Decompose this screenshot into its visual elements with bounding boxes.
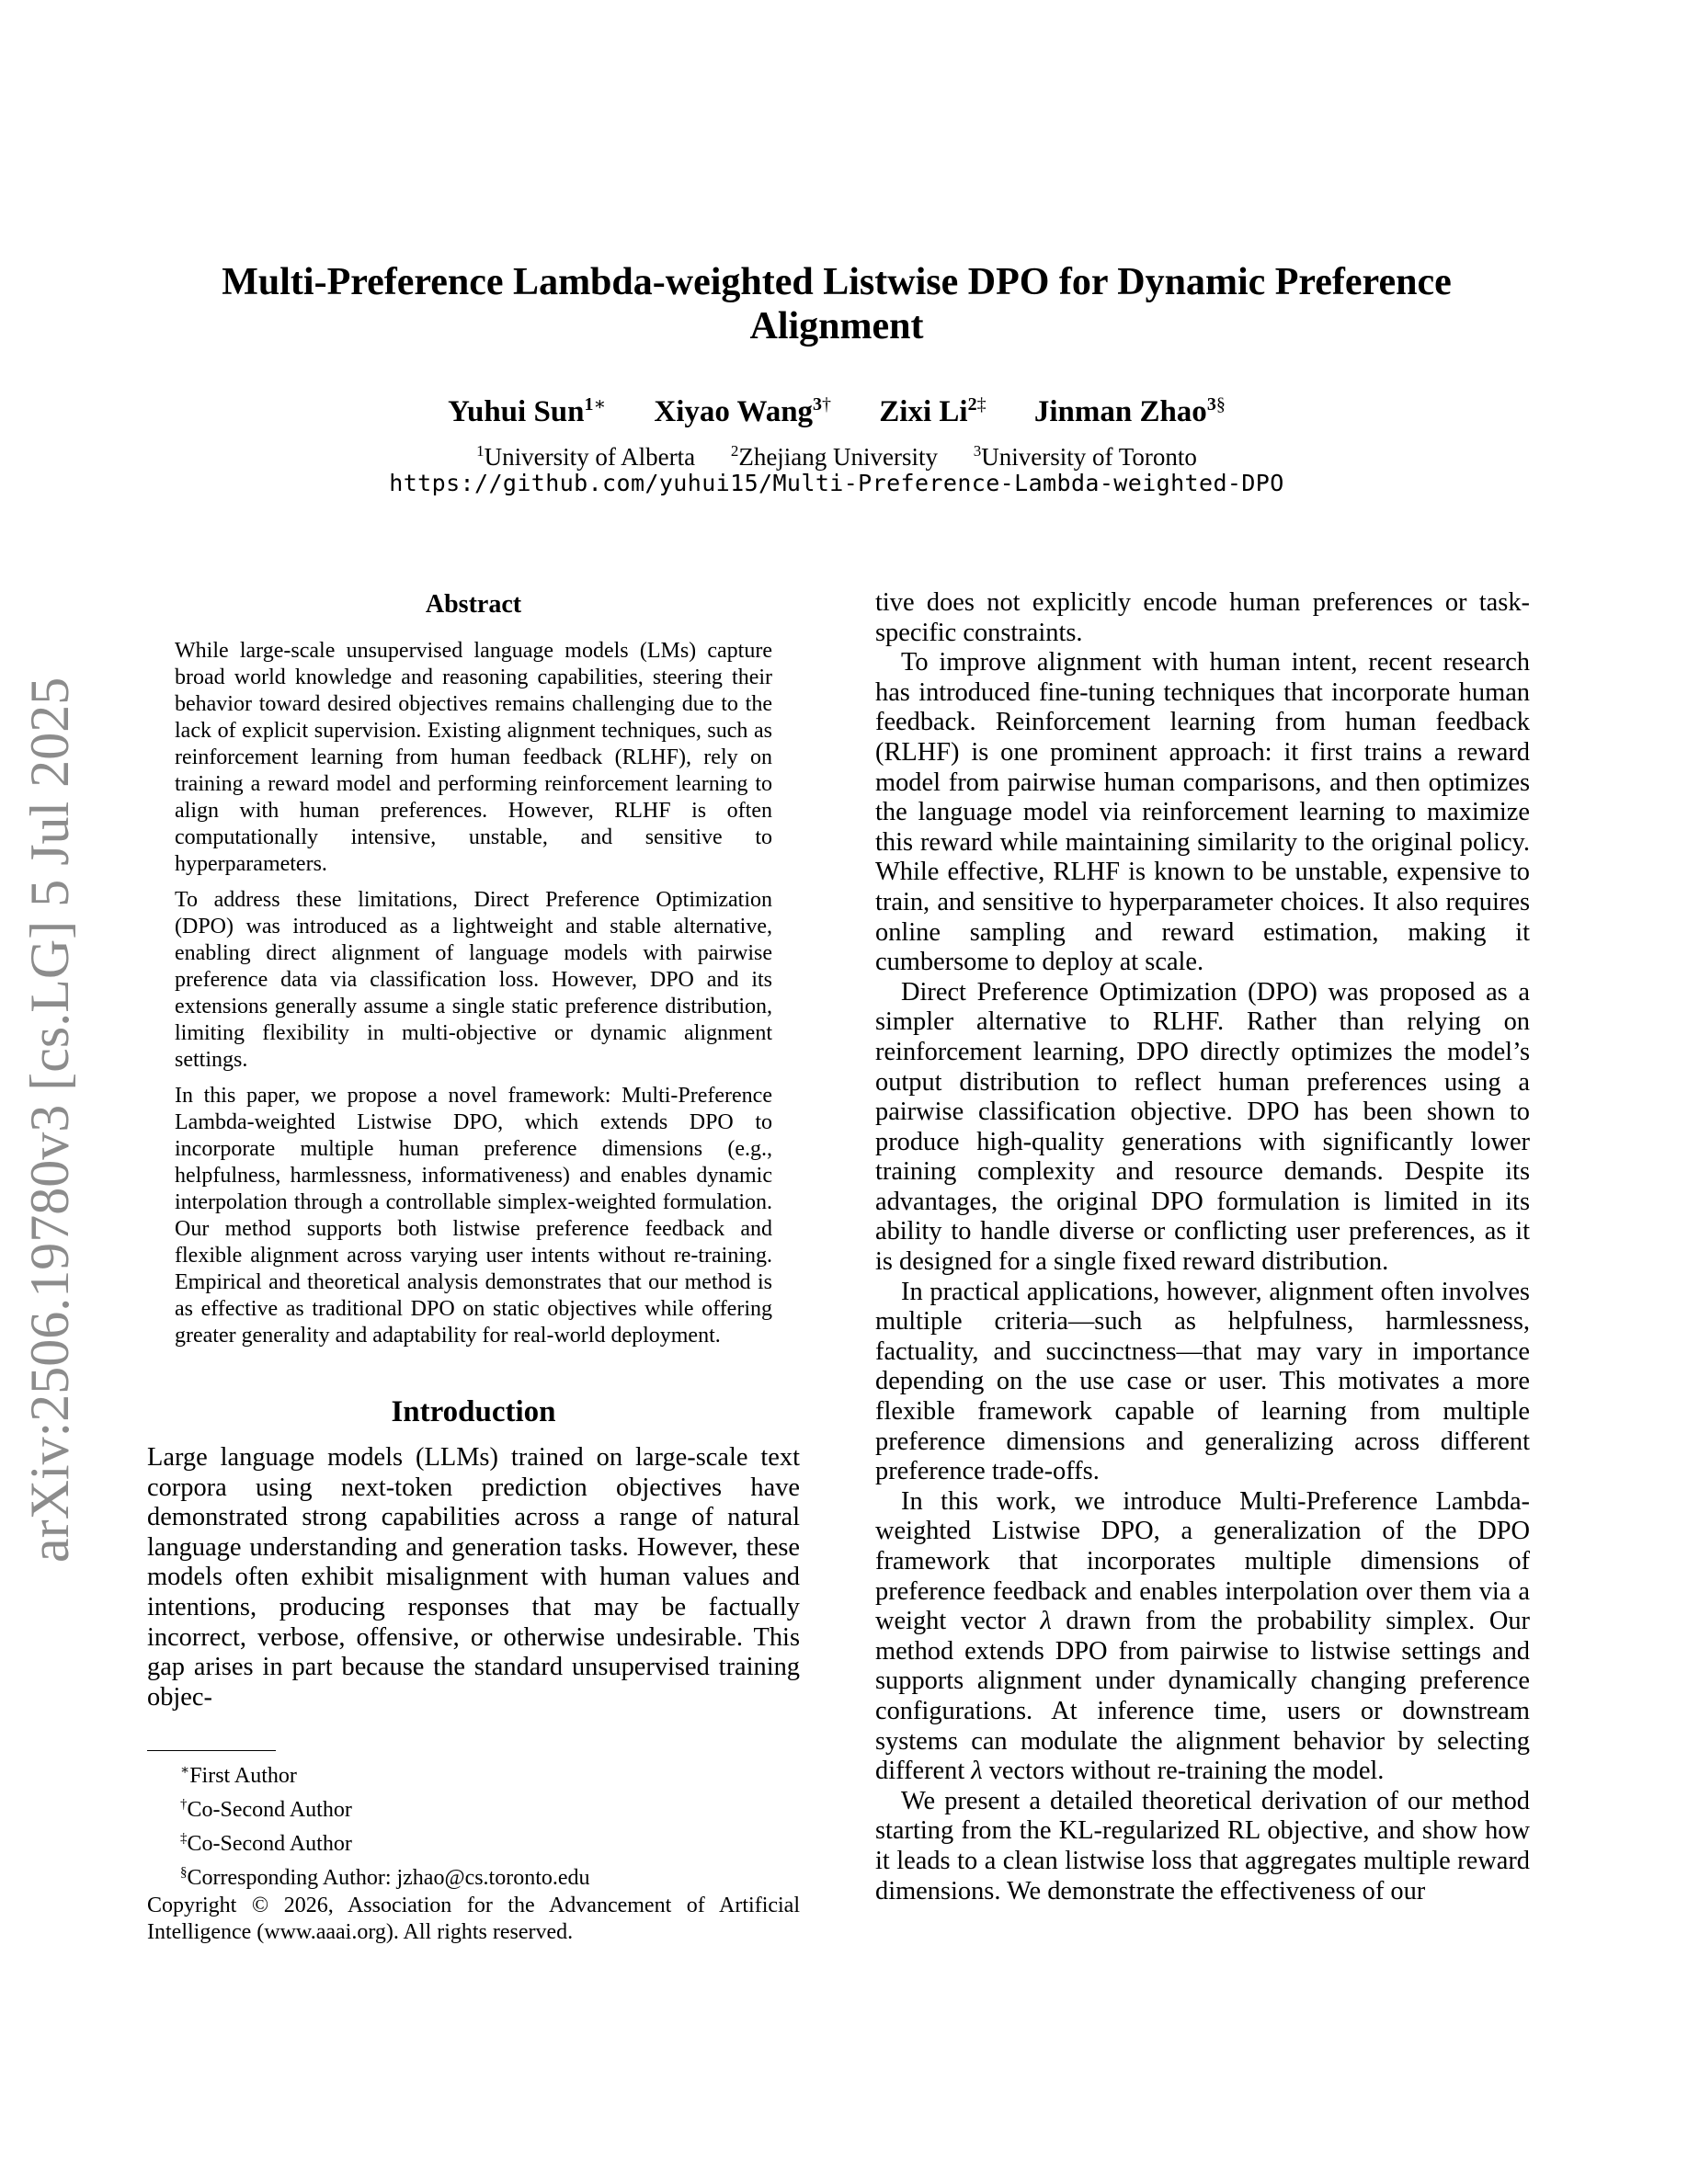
footnote-text: Co-Second Author bbox=[187, 1832, 352, 1856]
body-paragraph: In practical applications, however, alignment often involves multiple criteria—such as helpfulness, harmlessness, factuality, and succinctness—that may vary in importance depending on the use case or user. This motivates a more flexible framework capable of learning from multiple preference dimensions and generalizing across different preference trade-offs. bbox=[875, 1277, 1530, 1486]
author bbox=[448, 395, 606, 428]
affiliation-name: University of Toronto bbox=[981, 443, 1197, 471]
introduction-left-text bbox=[147, 1443, 800, 1712]
footnote bbox=[180, 1859, 800, 1893]
author-list bbox=[147, 386, 1526, 430]
text-run: In this work, we introduce Multi-Preference Lambda-weighted Listwise DPO, a generalization of the DPO framework that incorporates multiple dimensions of preference feedback and enables interpolation over them via a weight vector bbox=[875, 1486, 1530, 1636]
footnote-mark: † bbox=[180, 1797, 188, 1812]
author bbox=[879, 395, 986, 428]
abstract-paragraph: In this paper, we propose a novel framework: Multi-Preference Lambda-weighted Listwise DPO, which extends DPO to incorporate multiple human preference dimensions (e.g., helpfulness, harmlessness, informativeness) and enables dynamic interpolation through a controllable simplex-weighted formulation. Our method supports both listwise preference feedback and flexible alignment across varying user intents without re-training. Empirical and theoretical analysis demonstrates that our method is as effective as traditional DPO on static objectives while offering greater generality and adaptability for real-world deployment. bbox=[175, 1084, 772, 1348]
author-affiliation-number: 3 bbox=[813, 394, 823, 415]
affiliation-list bbox=[147, 437, 1526, 472]
affiliation-name: University of Alberta bbox=[484, 443, 696, 471]
author-mark: ‡ bbox=[976, 394, 987, 415]
introduction-heading: Introduction bbox=[391, 1395, 556, 1428]
footnote-text: Corresponding Author: jzhao@cs.toronto.edu bbox=[187, 1866, 590, 1890]
copyright-notice: Copyright © 2026, Association for the Advancement of Artificial Intelligence (www.aaai.org). All rights reserved. bbox=[147, 1894, 800, 1944]
repository-link[interactable]: https://github.com/yuhui15/Multi-Preference-Lambda-weighted-DPO bbox=[389, 470, 1284, 496]
affiliation-number: 2 bbox=[730, 442, 739, 460]
lambda-symbol: λ bbox=[1040, 1607, 1052, 1636]
affiliation bbox=[731, 443, 938, 471]
body-paragraph: Large language models (LLMs) trained on large-scale text corpora using next-token prediction objectives have demonstrated strong capabilities across a range of natural language understanding and generation tasks. However, these models often exhibit misalignment with human values and intentions, producing responses that may be factually incorrect, verbose, offensive, or otherwise undesirable. This gap arises in part because the standard unsupervised training objec- bbox=[147, 1443, 800, 1712]
body-paragraph: We present a detailed theoretical derivation of our method starting from the KL-regularized RL objective, and show how it leads to a clean listwise loss that aggregates multiple reward dimensions. We demonstrate the effectiveness of our bbox=[875, 1786, 1530, 1905]
footnote bbox=[180, 1791, 800, 1825]
affiliation-number: 3 bbox=[973, 442, 982, 460]
author-affiliation-number: 2 bbox=[967, 394, 977, 415]
lambda-symbol: λ bbox=[971, 1757, 983, 1786]
affiliation bbox=[476, 443, 695, 471]
author-mark: § bbox=[1215, 394, 1226, 415]
author-name: Yuhui Sun bbox=[448, 395, 585, 428]
author-name: Jinman Zhao bbox=[1033, 395, 1207, 428]
text-run: vectors without re-training the model. bbox=[982, 1757, 1385, 1786]
body-paragraph: To improve alignment with human intent, recent research has introduced fine-tuning techniques that incorporate human feedback. Reinforcement learning from human feedback (RLHF) is one prominent approach: it first trains a reward model from pairwise human comparisons, and then optimizes the language model via reinforcement learning to maximize this reward while maintaining similarity to the original policy. While effective, RLHF is known to be unstable, expensive to train, and sensitive to hyperparameter choices. It also requires online sampling and reward estimation, making it cumbersome to deploy at scale. bbox=[875, 648, 1530, 977]
paper-title: Multi-Preference Lambda-weighted Listwise DPO for Dynamic Preference Alignment bbox=[222, 261, 1452, 347]
left-column bbox=[147, 588, 800, 1712]
author bbox=[654, 395, 831, 428]
text-run: drawn from the probability simplex. Our method extends DPO from pairwise to listwise settings and supports alignment under dynamically changing preference configurations. At inference time, users or downstream systems can modulate the alignment behavior by selecting different bbox=[875, 1607, 1531, 1786]
footnote-mark: ∗ bbox=[180, 1763, 190, 1778]
footnote-list bbox=[147, 1757, 800, 1893]
arxiv-identifier-stamp: arXiv:2506.19780v3 [cs.LG] 5 Jul 2025 bbox=[19, 677, 80, 1563]
abstract-paragraph: While large-scale unsupervised language models (LMs) capture broad world knowledge and reasoning capabilities, steering their behavior toward desired objectives remains challenging due to the lack of explicit supervision. Existing alignment techniques, such as reinforcement learning from human feedback (RLHF), rely on training a reward model and performing reinforcement learning to align with human preferences. However, RLHF is often computationally intensive, unstable, and sensitive to hyperparameters. bbox=[175, 639, 772, 876]
affiliation bbox=[974, 443, 1197, 471]
footnote-mark: § bbox=[180, 1865, 188, 1880]
affiliation-number: 1 bbox=[476, 442, 485, 460]
abstract-paragraph: To address these limitations, Direct Preference Optimization (DPO) was introduced as a lightweight and stable alternative, enabling direct alignment of language models with pairwise preference data via classification loss. However, DPO and its extensions generally assume a single static preference distribution, limiting flexibility in multi-objective or dynamic alignment settings. bbox=[175, 888, 772, 1072]
footnote bbox=[180, 1757, 800, 1791]
footnote bbox=[180, 1825, 800, 1859]
abstract-heading: Abstract bbox=[425, 590, 522, 619]
author bbox=[1034, 395, 1226, 428]
footnote-text: Co-Second Author bbox=[187, 1798, 352, 1822]
author-affiliation-number: 3 bbox=[1206, 394, 1216, 415]
right-column bbox=[875, 588, 1530, 1906]
footnote-text: First Author bbox=[189, 1764, 297, 1788]
footnotes bbox=[147, 1750, 800, 1946]
author-mark: ∗ bbox=[593, 394, 607, 415]
author-name: Xiyao Wang bbox=[654, 395, 814, 428]
body-paragraph-lambda bbox=[875, 1487, 1530, 1787]
footnote-divider bbox=[147, 1750, 276, 1751]
body-paragraph: Direct Preference Optimization (DPO) was proposed as a simpler alternative to RLHF. Rather than relying on reinforcement learning, DPO directly optimizes the model’s output distribution to reflect human preferences using a pairwise classification objective. DPO has been shown to produce high-quality generations with significantly lower training complexity and resource demands. Despite its advantages, the original DPO formulation is limited in its ability to handle diverse or conflicting user preferences, as it is designed for a single fixed reward distribution. bbox=[875, 977, 1530, 1277]
author-mark: † bbox=[822, 394, 832, 415]
body-paragraph-continuation: tive does not explicitly encode human preferences or task-specific constraints. bbox=[875, 588, 1530, 647]
footnote-mark: ‡ bbox=[180, 1831, 188, 1846]
author-name: Zixi Li bbox=[879, 395, 968, 428]
author-affiliation-number: 1 bbox=[584, 394, 594, 415]
affiliation-name: Zhejiang University bbox=[738, 443, 939, 471]
abstract-body bbox=[147, 638, 800, 1349]
